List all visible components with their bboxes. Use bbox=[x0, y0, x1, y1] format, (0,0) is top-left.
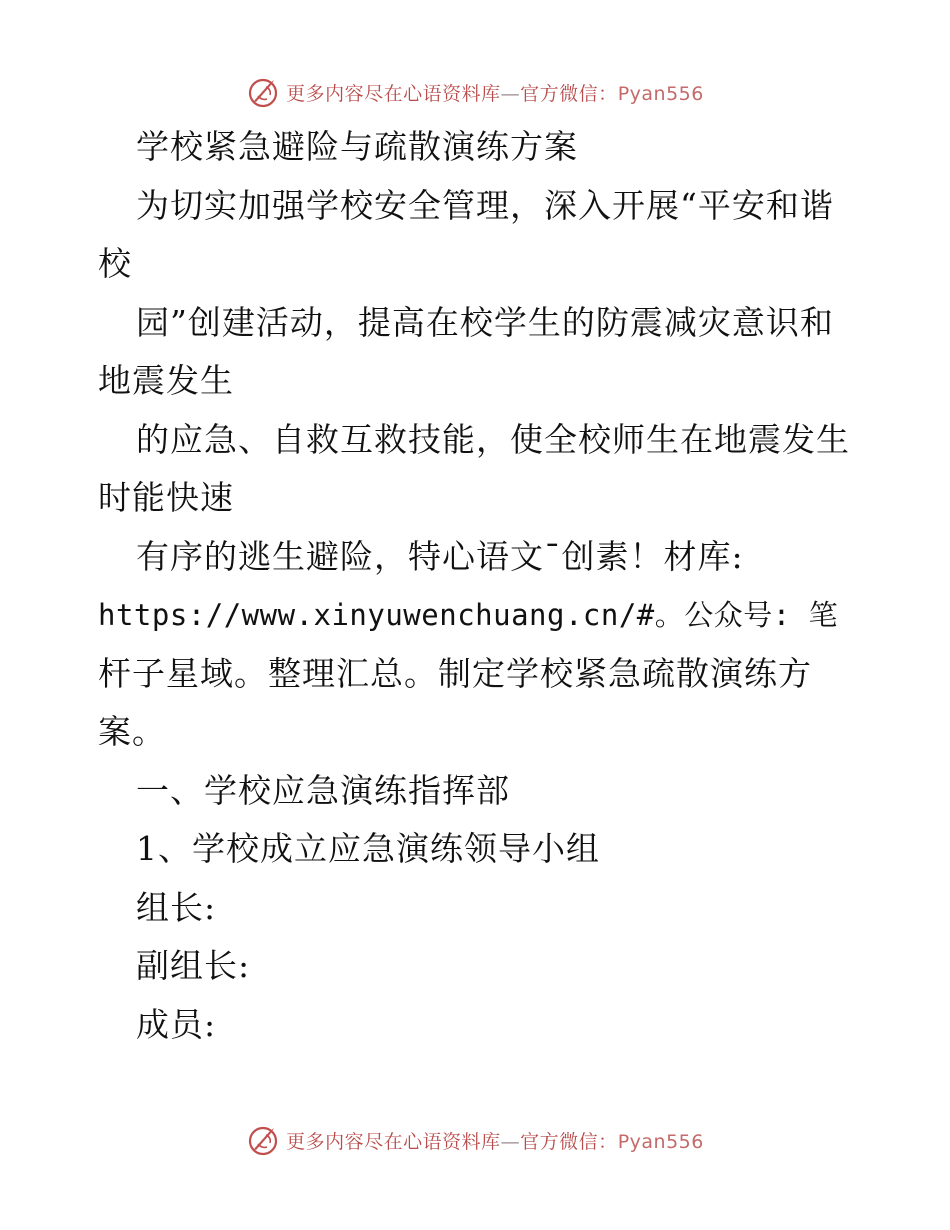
banner-wechat-label: 官方微信： bbox=[520, 1130, 618, 1153]
banner-wechat-id: Pyan556 bbox=[617, 1130, 704, 1153]
banner-wechat-id: Pyan556 bbox=[617, 82, 704, 105]
footer-banner-inner bbox=[246, 1122, 704, 1158]
paragraph-4-line-4: 案。 bbox=[98, 712, 166, 751]
members-label: 成员: bbox=[136, 1005, 217, 1044]
paragraph-4-line-2: https://www.xinyuwenchuang.cn/#。公众号: 笔 bbox=[98, 598, 839, 632]
paragraph-4-line-1: 有序的逃生避险，特心语文¯创素！材库: bbox=[136, 537, 744, 576]
section-heading-1: 一、学校应急演练指挥部 bbox=[136, 771, 510, 810]
quill-logo-icon bbox=[246, 74, 282, 110]
list-item-1: 1、学校成立应急演练领导小组 bbox=[136, 829, 600, 868]
paragraph-2-line-1: 园”创建活动，提高在校学生的防震减灾意识和 bbox=[136, 303, 834, 342]
header-banner-inner bbox=[246, 74, 704, 110]
banner-text bbox=[286, 79, 704, 106]
vice-leader-label: 副组长: bbox=[136, 946, 251, 985]
footer-banner bbox=[0, 1120, 950, 1160]
paragraph-4-line-3: 杆子星域。整理汇总。制定学校紧急疏散演练方 bbox=[98, 654, 812, 693]
leader-label: 组长: bbox=[136, 888, 217, 927]
banner-dash: — bbox=[500, 82, 521, 105]
paragraph-3-line-2: 时能快速 bbox=[98, 478, 234, 517]
paragraph-2-line-2: 地震发生 bbox=[98, 361, 234, 400]
banner-main-text: 更多内容尽在心语资料库 bbox=[286, 1130, 501, 1153]
banner-text bbox=[286, 1127, 704, 1154]
banner-dash: — bbox=[500, 1130, 521, 1153]
paragraph-3-line-1: 的应急、自救互救技能，使全校师生在地震发生 bbox=[136, 420, 850, 459]
quill-logo-icon bbox=[246, 1122, 282, 1158]
document-title: 学校紧急避险与疏散演练方案 bbox=[136, 127, 578, 166]
banner-main-text: 更多内容尽在心语资料库 bbox=[286, 82, 501, 105]
paragraph-1-line-1: 为切实加强学校安全管理，深入开展“平安和谐 bbox=[136, 186, 834, 225]
header-banner bbox=[0, 72, 950, 112]
paragraph-1-line-2: 校 bbox=[98, 244, 132, 283]
banner-wechat-label: 官方微信： bbox=[520, 82, 618, 105]
